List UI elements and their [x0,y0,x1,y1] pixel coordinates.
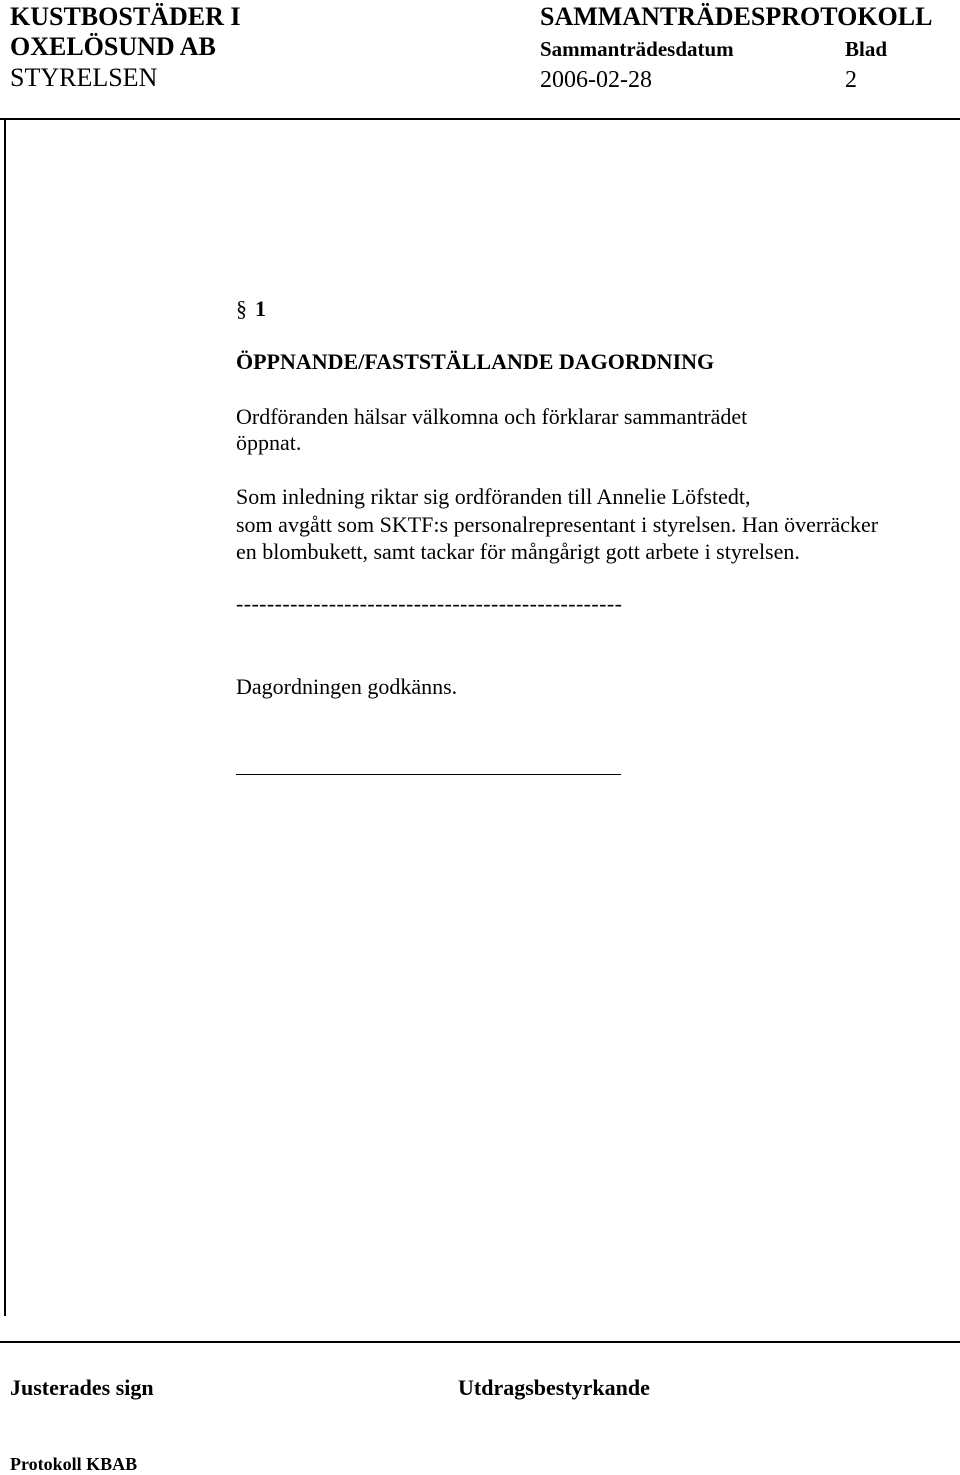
intro-text-line1: Ordföranden hälsar välkomna och förklarar sammanträdet [236,404,748,429]
paragraph-number-value: 1 [255,296,266,321]
frame-left-rule [4,120,6,1316]
protocol-name: Protokoll KBAB [10,1454,138,1474]
body-text-line2: som avgått som SKTF:s personalrepresentant i styrelsen. Han överräcker [236,512,879,537]
section-heading: ÖPPNANDE/FASTSTÄLLANDE DAGORDNING [236,349,715,374]
intro-text-line2: öppnat. [236,430,302,455]
body-text-line3: en blombukett, samt tackar för mångårigt gott arbete i styrelsen. [236,539,800,564]
organization-name-line1: KUSTBOSTÄDER I [10,2,241,31]
document-title: SAMMANTRÄDESPROTOKOLL [540,2,933,31]
decision-text: Dagordningen godkänns. [236,674,458,699]
page-number-value: 2 [845,67,857,93]
paragraph-number [236,296,266,322]
organization-name-line2: OXELÖSUND AB [10,32,216,61]
meeting-date-value: 2006-02-28 [540,67,652,93]
dashed-separator: -------------------------------------------------- [236,591,623,616]
body-text-line1: Som inledning riktar sig ordföranden till Annelie Löfstedt, [236,484,751,509]
frame-top-rule [0,118,960,120]
adjusted-sign-label: Justerades sign [10,1375,154,1400]
page-label: Blad [845,37,888,61]
meeting-date-label: Sammanträdesdatum [540,37,734,61]
signature-rule [236,774,621,775]
extract-certification-label: Utdragsbestyrkande [458,1375,650,1400]
footer-rule [0,1341,960,1343]
paragraph-symbol: § [236,296,247,321]
organization-name-line3: STYRELSEN [10,63,158,92]
